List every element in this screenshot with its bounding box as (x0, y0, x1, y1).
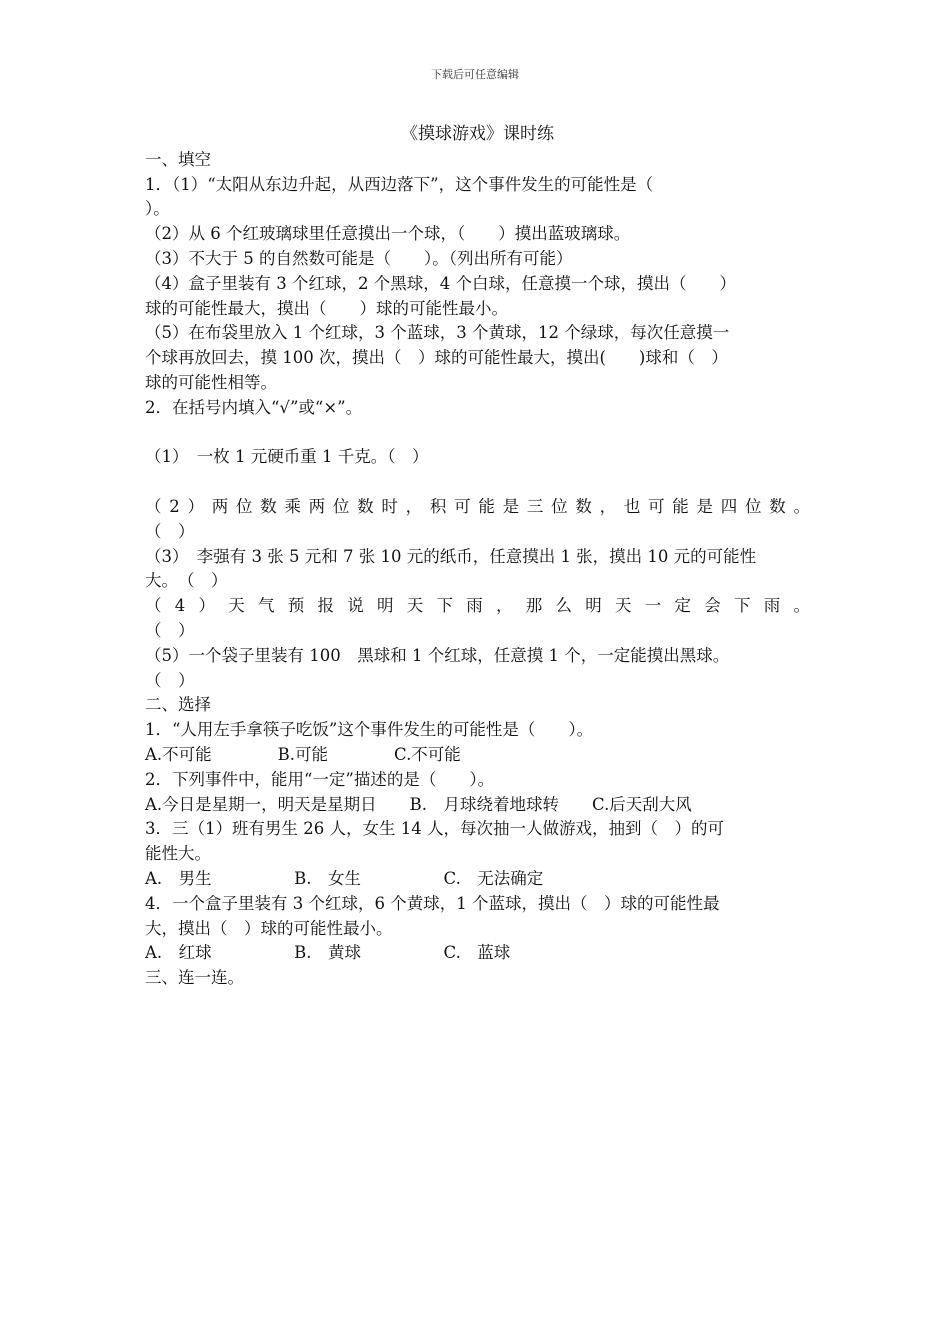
choice-q3-options: A. 男生 B. 女生 C. 无法确定 (145, 868, 544, 888)
fill-q1-part5-line1: （5）在布袋里放入 1 个红球，3 个蓝球，3 个黄球，12 个绿球，每次任意摸一 (145, 323, 730, 343)
choice-q4-line2: 大，摸出（ ）球的可能性最小。 (145, 918, 393, 938)
judge-heading: 2．在括号内填入“√”或“×”。 (145, 397, 363, 417)
choice-q4-line1: 4．一个盒子里装有 3 个红球，6 个黄球，1 个蓝球，摸出（ ）球的可能性最 (145, 893, 720, 913)
section2-heading: 二、选择 (145, 695, 211, 715)
choice-q1-options: A.不可能 B.可能 C.不可能 (145, 744, 461, 764)
judge-item3-line2: 大。 （ ） (145, 571, 228, 591)
judge-item5-line2: （ ） (145, 670, 195, 690)
section1-heading: 一、填空 (145, 149, 211, 169)
choice-q1: 1．“人用左手拿筷子吃饭”这个事件发生的可能性是（ ）。 (145, 720, 594, 740)
fill-q1-line1: 1．（1）“太阳从东边升起，从西边落下”，这个事件发生的可能性是（ (145, 174, 654, 194)
choice-q4-options: A. 红球 B. 黄球 C. 蓝球 (145, 943, 511, 963)
worksheet-body (145, 122, 810, 991)
judge-item4-line1: （4）天气预报说明天下雨，那么明天一定会下雨。 (145, 596, 810, 616)
fill-q1-part4-line1: （4）盒子里装有 3 个红球，2 个黑球，4 个白球，任意摸一个球，摸出（ ） (145, 273, 736, 293)
choice-q3-line1: 3．三（1）班有男生 26 人，女生 14 人，每次抽一人做游戏，抽到（ ）的可 (145, 819, 724, 839)
judge-item4-line2: （ ） (145, 620, 195, 640)
judge-item2-line1: （2）两位数乘两位数时，积可能是三位数，也可能是四位数。 (145, 496, 810, 516)
fill-q1-part5-line2: 个球再放回去，摸 100 次，摸出（ ）球的可能性最大，摸出( )球和（ ） (145, 348, 728, 368)
fill-q1-part4-line2: 球的可能性最大，摸出（ ）球的可能性最小。 (145, 298, 508, 318)
header-note: 下载后可任意编辑 (431, 68, 519, 81)
choice-q2: 2．下列事件中，能用“一定”描述的是（ ）。 (145, 769, 495, 789)
choice-q3-line2: 能性大。 (145, 844, 211, 864)
fill-q1-line2: ）。 (145, 199, 170, 219)
fill-q1-part2: （2）从 6 个红玻璃球里任意摸出一个球，（ ）摸出蓝玻璃球。 (145, 224, 631, 244)
fill-q1-part3: （3）不大于 5 的自然数可能是（ ）。（列出所有可能） (145, 248, 573, 268)
page-title: 《摸球游戏》课时练 (401, 124, 554, 144)
section3-heading: 三、连一连。 (145, 968, 244, 988)
judge-item1: （1） 一枚 1 元硬币重 1 千克。（ ） (145, 447, 429, 467)
judge-item3-line1: （3） 李强有 3 张 5 元和 7 张 10 元的纸币，任意摸出 1 张，摸出 10 元的可能性 (145, 546, 757, 566)
choice-q2-options: A.今日是星期一，明天是星期日 B. 月球绕着地球转 C.后天刮大风 (145, 794, 692, 814)
fill-q1-part5-line3: 球的可能性相等。 (145, 372, 277, 392)
judge-item2-line2: （ ） (145, 521, 195, 541)
judge-item5-line1: （5）一个袋子里装有 100 黑球和 1 个红球，任意摸 1 个，一定能摸出黑球。 (145, 645, 730, 665)
